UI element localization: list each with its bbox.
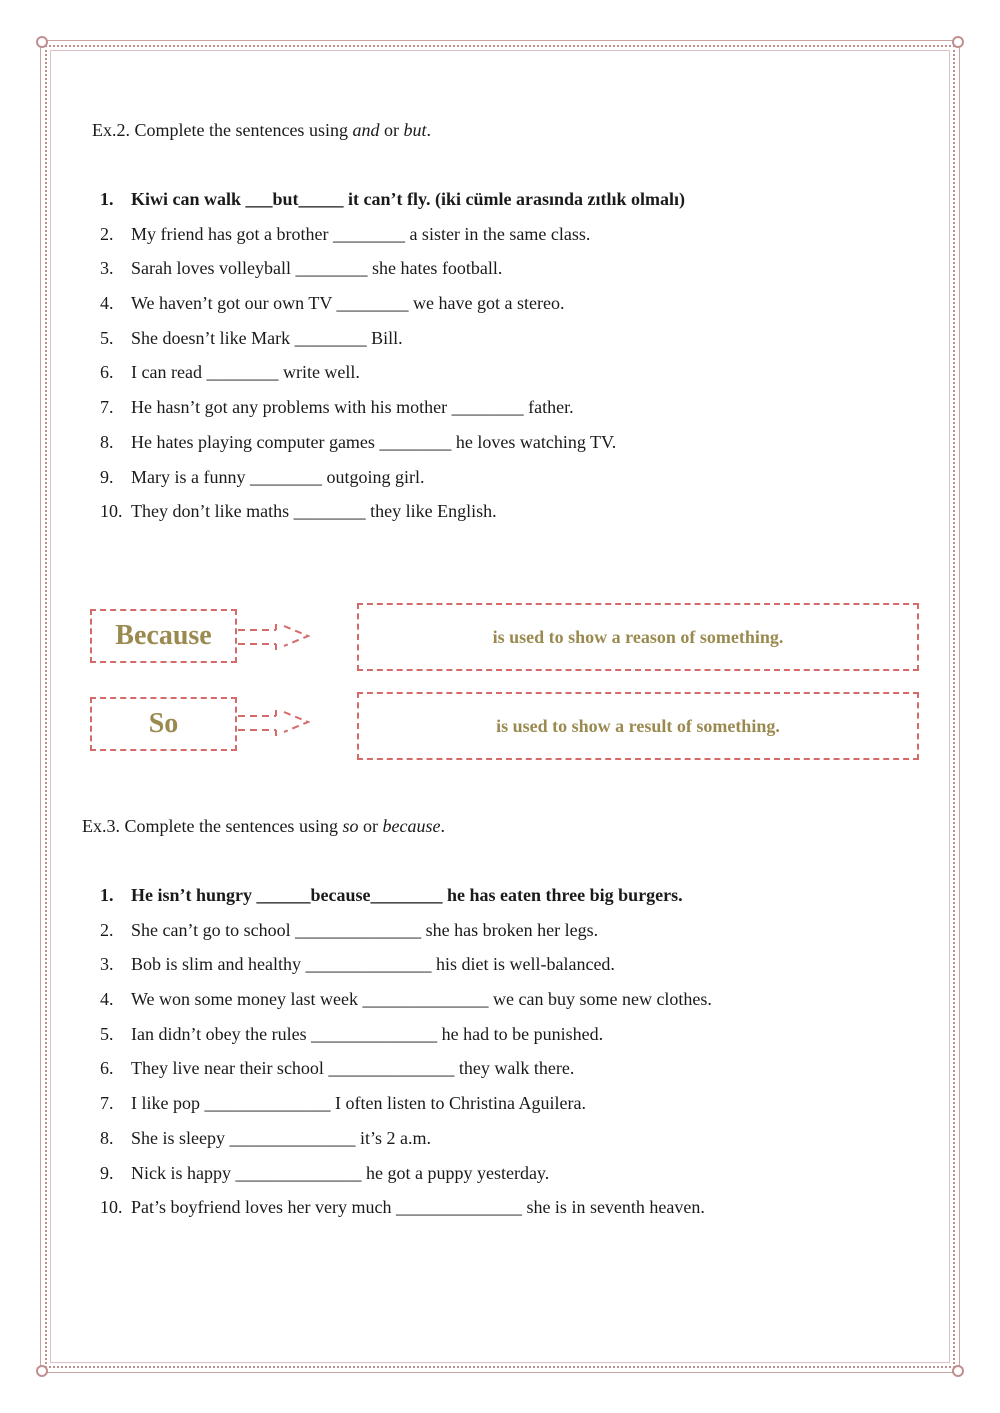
sentence-item [100,982,712,1017]
sentence-number: 5. [100,327,114,348]
sentence-text: We haven’t got our own TV ________ we have got a stereo. [131,293,565,314]
sentence-text: My friend has got a brother ________ a sister in the same class. [131,223,591,244]
sentence-text: She can’t go to school ______________ she has broken her legs. [131,919,599,940]
so-description-box [357,692,919,760]
sentence-item [100,1156,712,1191]
sentence-item [100,1121,712,1156]
sentence-item [100,913,712,948]
ex2-sentence-list [100,182,685,529]
sentence-number: 1. [100,885,114,905]
so-description: is used to show a result of something. [496,715,780,736]
sentence-number: 10. [100,501,123,522]
sentence-text: Mary is a funny ________ outgoing girl. [131,466,425,487]
sentence-number: 9. [100,466,114,487]
ex3-heading-period: . [440,816,445,836]
sentence-number: 8. [100,1127,114,1148]
sentence-text: He isn’t hungry ______because________ he has eaten three big burgers. [131,885,683,905]
sentence-item [100,321,685,356]
sentence-number: 10. [100,1197,123,1218]
sentence-item [100,460,685,495]
sentence-text: They don’t like maths ________ they like English. [131,501,497,522]
sentence-number: 4. [100,293,114,314]
sentence-number: 5. [100,1023,114,1044]
sentence-text: Bob is slim and healthy ______________ his diet is well-balanced. [131,954,615,975]
sentence-text: She is sleepy ______________ it’s 2 a.m. [131,1127,431,1148]
sentence-item [100,182,685,217]
sentence-text: I like pop ______________ I often listen to Christina Aguilera. [131,1093,586,1114]
sentence-text: Kiwi can walk ___but_____ it can’t fly. (iki cümle arasında zıtlık olmalı) [131,189,686,209]
sentence-number: 4. [100,989,114,1010]
ex2-heading-word-and: and [352,120,380,140]
sentence-text: I can read ________ write well. [131,362,360,383]
sentence-item [100,251,685,286]
sentence-text: He hates playing computer games ________ he loves watching TV. [131,431,617,452]
sentence-text: Nick is happy ______________ he got a puppy yesterday. [131,1162,550,1183]
sentence-text: Sarah loves volleyball ________ she hates football. [131,258,503,279]
ex2-heading-word-but: but [403,120,427,140]
sentence-number: 1. [100,189,114,209]
because-description: is used to show a reason of something. [492,626,784,647]
ex3-heading-word-because: because [382,816,441,836]
sentence-item [100,217,685,252]
sentence-text: We won some money last week ______________ we can buy some new clothes. [131,989,712,1010]
because-word-box [90,609,237,663]
sentence-item [100,1086,712,1121]
sentence-item [100,390,685,425]
sentence-text: He hasn’t got any problems with his mother ________ father. [131,397,574,418]
sentence-item [100,425,685,460]
sentence-number: 2. [100,223,114,244]
sentence-number: 8. [100,431,114,452]
sentence-item [100,878,712,913]
sentence-item [100,1051,712,1086]
sentence-number: 6. [100,1058,114,1079]
ex3-heading-text: Ex.3. Complete the sentences using [82,816,343,836]
sentence-item [100,947,712,982]
so-word: So [148,708,179,739]
sentence-item [100,1017,712,1052]
sentence-number: 6. [100,362,114,383]
border-corner-ornament [36,1365,48,1377]
ex3-sentence-list [100,878,712,1225]
sentence-text: She doesn’t like Mark ________ Bill. [131,327,403,348]
ex3-heading [82,815,445,837]
sentence-item [100,1190,712,1225]
sentence-number: 9. [100,1162,114,1183]
sentence-number: 2. [100,919,114,940]
sentence-text: They live near their school ______________ they walk there. [131,1058,575,1079]
so-word-box [90,697,237,751]
sentence-number: 3. [100,954,114,975]
sentence-number: 7. [100,1093,114,1114]
sentence-number: 7. [100,397,114,418]
sentence-text: Pat’s boyfriend loves her very much ______________ she is in seventh heaven. [131,1197,705,1218]
sentence-item [100,286,685,321]
ex2-heading [92,119,431,141]
ex3-heading-or: or [358,816,383,836]
ex2-heading-period: . [426,120,431,140]
ex3-heading-word-so: so [342,816,359,836]
because-description-box [357,603,919,671]
sentence-item [100,494,685,529]
sentence-text: Ian didn’t obey the rules ______________ he had to be punished. [131,1023,604,1044]
ex2-heading-or: or [379,120,404,140]
because-word: Because [115,620,212,651]
so-arrow-icon [236,706,314,740]
border-corner-ornament [36,36,48,48]
sentence-number: 3. [100,258,114,279]
border-corner-ornament [952,36,964,48]
sentence-item [100,355,685,390]
because-arrow-icon [236,620,314,654]
border-corner-ornament [952,1365,964,1377]
ex2-heading-text: Ex.2. Complete the sentences using [92,120,353,140]
